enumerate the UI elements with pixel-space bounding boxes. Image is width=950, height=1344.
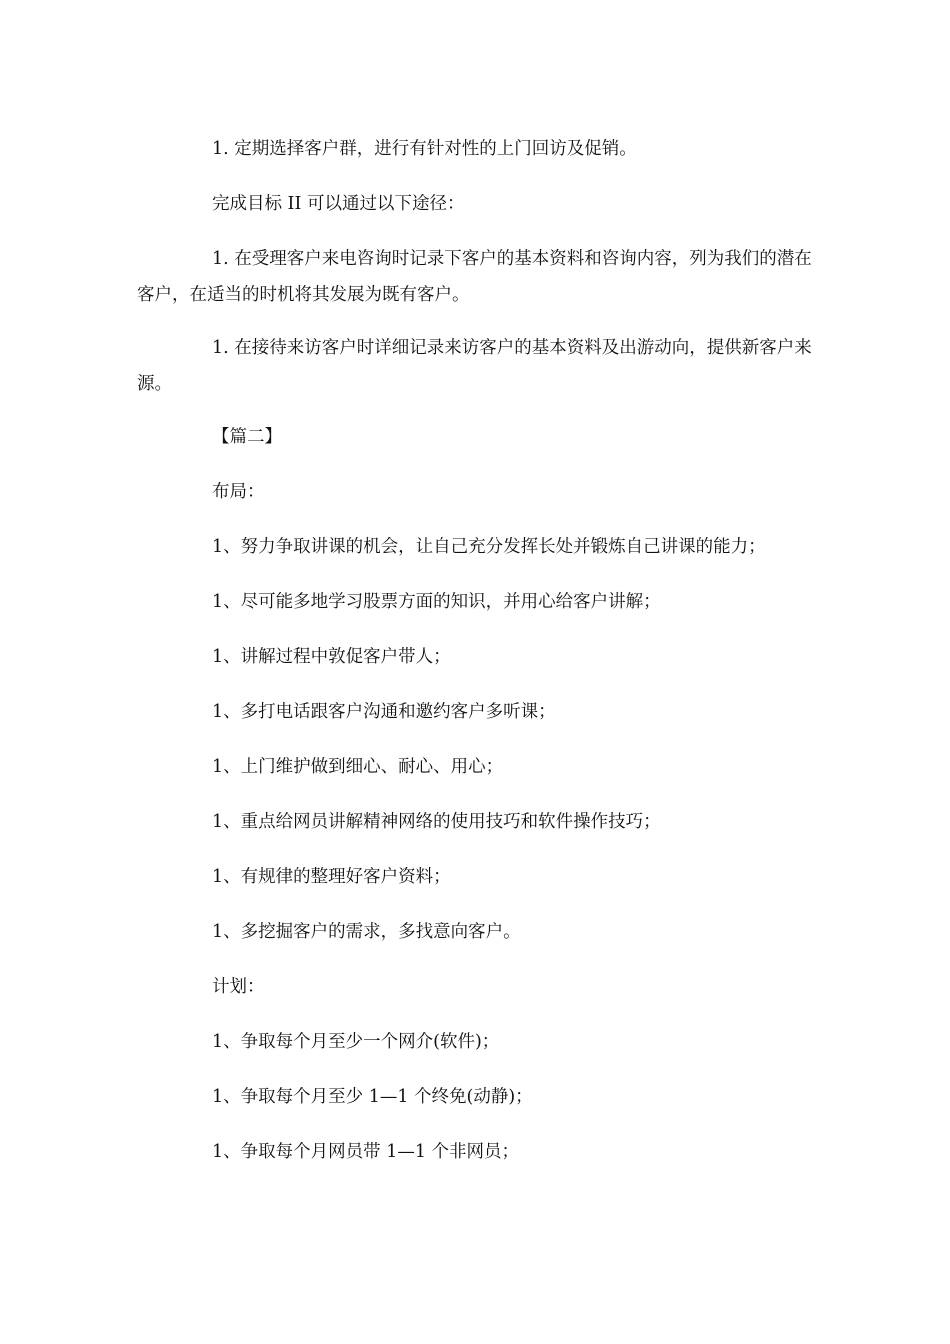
paragraph-phone-inquiry: 1. 在受理客户来电咨询时记录下客户的基本资料和咨询内容，列为我们的潜在客户，在适当的时机将其发展为既有客户。 bbox=[137, 249, 812, 305]
list-item-onsite-maintenance: 1、上门维护做到细心、耐心、用心； bbox=[212, 757, 504, 777]
paragraph-goal-ii-heading: 完成目标 II 可以通过以下途径： bbox=[212, 194, 465, 214]
list-item-organize-data: 1、有规律的整理好客户资料； bbox=[212, 867, 451, 887]
list-item-network-tips: 1、重点给网员讲解精神网络的使用技巧和软件操作技巧； bbox=[212, 812, 661, 832]
paragraph-visitor-record: 1. 在接待来访客户时详细记录来访客户的基本资料及出游动向，提供新客户来源。 bbox=[137, 338, 812, 394]
list-item-stock-knowledge: 1、尽可能多地学习股票方面的知识，并用心给客户讲解； bbox=[212, 592, 661, 612]
section-heading-part-two: 【篇二】 bbox=[212, 427, 282, 447]
list-item-find-demand: 1、多挖掘客户的需求，多找意向客户。 bbox=[212, 922, 521, 942]
list-item-monthly-non-member: 1、争取每个月网员带 1—1 个非网员； bbox=[212, 1142, 520, 1162]
paragraph-visit-promotion: 1. 定期选择客户群，进行有针对性的上门回访及促销。 bbox=[212, 139, 637, 159]
list-item-lecture: 1、努力争取讲课的机会，让自己充分发挥长处并锻炼自己讲课的能力； bbox=[212, 537, 766, 557]
subheading-layout: 布局： bbox=[212, 482, 265, 502]
list-item-monthly-free: 1、争取每个月至少 1—1 个终免(动静)； bbox=[212, 1087, 533, 1107]
list-item-bring-people: 1、讲解过程中敦促客户带人； bbox=[212, 647, 451, 667]
list-item-monthly-referral: 1、争取每个月至少一个网介(软件)； bbox=[212, 1032, 500, 1052]
subheading-plan: 计划： bbox=[212, 977, 265, 997]
list-item-phone-calls: 1、多打电话跟客户沟通和邀约客户多听课； bbox=[212, 702, 556, 722]
